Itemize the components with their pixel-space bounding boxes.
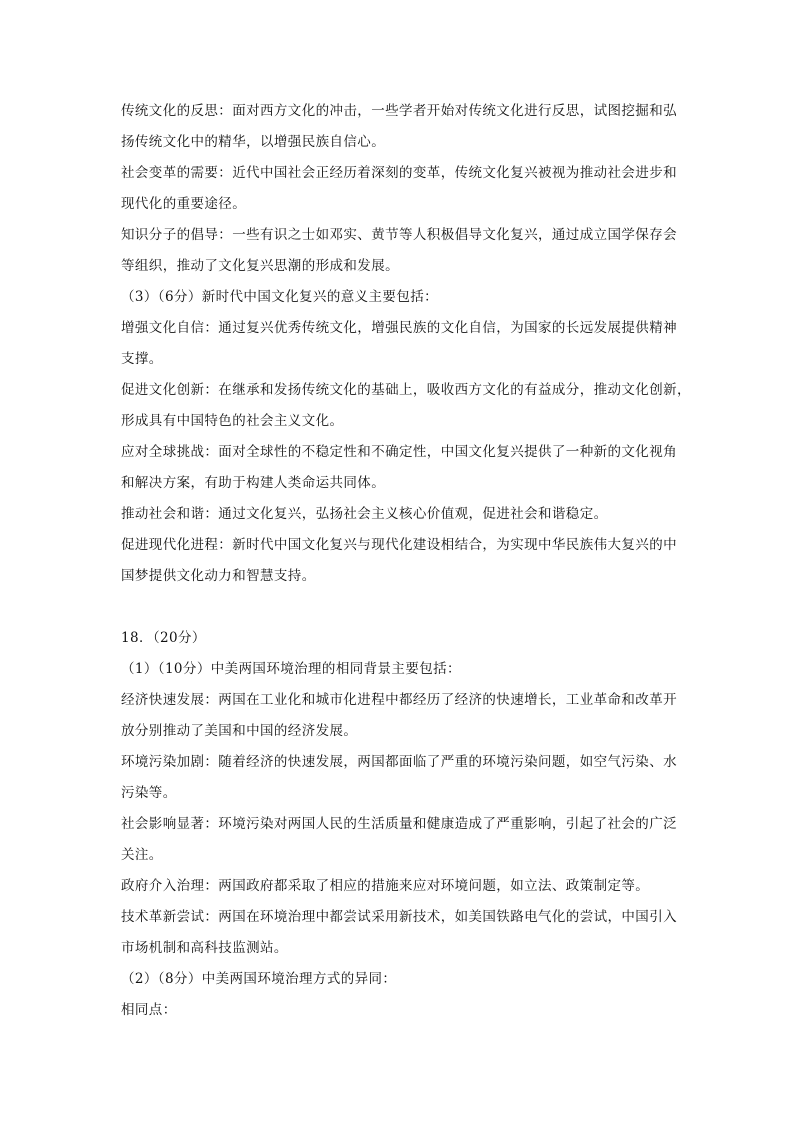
- q3-point-3-line-1: 应对全球挑战：面对全球性的不稳定性和不确定性，中国文化复兴提供了一种新的文化视角: [121, 444, 677, 460]
- reason-2-line-2: 现代化的重要途径。: [121, 196, 247, 212]
- reason-1-line-1: 传统文化的反思：面对西方文化的冲击，一些学者开始对传统文化进行反思，试图挖掘和弘: [121, 103, 677, 119]
- q18-1-point-2-line-1: 环境污染加剧：随着经济的快速发展，两国都面临了严重的环境污染问题，如空气污染、水: [121, 754, 677, 770]
- q18-1-point-3-line-1: 社会影响显著：环境污染对两国人民的生活质量和健康造成了严重影响，引起了社会的广泛: [121, 816, 677, 832]
- q18-2-heading: （2）（8分）中美两国环境治理方式的异同：: [121, 971, 397, 987]
- q18-1-point-4-line-1: 政府介入治理：两国政府都采取了相应的措施来应对环境问题，如立法、政策制定等。: [121, 878, 650, 894]
- q3-point-3-line-2: 和解决方案，有助于构建人类命运共同体。: [121, 475, 386, 491]
- q3-point-4-line-1: 推动社会和谐：通过文化复兴，弘扬社会主义核心价值观，促进社会和谐稳定。: [121, 506, 608, 522]
- q18-1-point-5-line-1: 技术革新尝试：两国在环境治理中都尝试采用新技术，如美国铁路电气化的尝试，中国引入: [121, 909, 677, 925]
- reason-1-line-2: 扬传统文化中的精华，以增强民族自信心。: [121, 134, 386, 150]
- q3-point-5-line-1: 促进现代化进程：新时代中国文化复兴与现代化建设相结合，为实现中华民族伟大复兴的中: [121, 537, 677, 553]
- reason-2-line-1: 社会变革的需要：近代中国社会正经历着深刻的变革，传统文化复兴被视为推动社会进步和: [121, 165, 677, 181]
- similarities-label: 相同点：: [121, 1002, 177, 1018]
- reason-3-line-1: 知识分子的倡导：一些有识之士如邓实、黄节等人积极倡导文化复兴，通过成立国学保存会: [121, 227, 677, 243]
- q18-1-point-5-line-2: 市场机制和高科技监测站。: [121, 940, 288, 956]
- q18-1-point-1-line-2: 放分别推动了美国和中国的经济发展。: [121, 723, 358, 739]
- q18-1-point-1-line-1: 经济快速发展：两国在工业化和城市化进程中都经历了经济的快速增长，工业革命和改革开: [121, 692, 677, 708]
- q3-point-1-line-1: 增强文化自信：通过复兴优秀传统文化，增强民族的文化自信，为国家的长远发展提供精神: [121, 320, 677, 336]
- q3-heading: （3）（6分）新时代中国文化复兴的意义主要包括：: [121, 289, 439, 305]
- q3-point-2-line-1: 促进文化创新：在继承和发扬传统文化的基础上，吸收西方文化的有益成分，推动文化创新，: [121, 382, 691, 398]
- q3-point-1-line-2: 支撑。: [121, 351, 163, 367]
- q18-1-heading: （1）（10分）中美两国环境治理的相同背景主要包括：: [121, 661, 461, 677]
- reason-3-line-2: 等组织，推动了文化复兴思潮的形成和发展。: [121, 258, 399, 274]
- q3-point-5-line-2: 国梦提供文化动力和智慧支持。: [121, 568, 316, 584]
- q3-point-2-line-2: 形成具有中国特色的社会主义文化。: [121, 413, 344, 429]
- q18-1-point-3-line-2: 关注。: [121, 847, 163, 863]
- q18-heading: 18．（20分）: [121, 630, 206, 646]
- q18-1-point-2-line-2: 污染等。: [121, 785, 177, 801]
